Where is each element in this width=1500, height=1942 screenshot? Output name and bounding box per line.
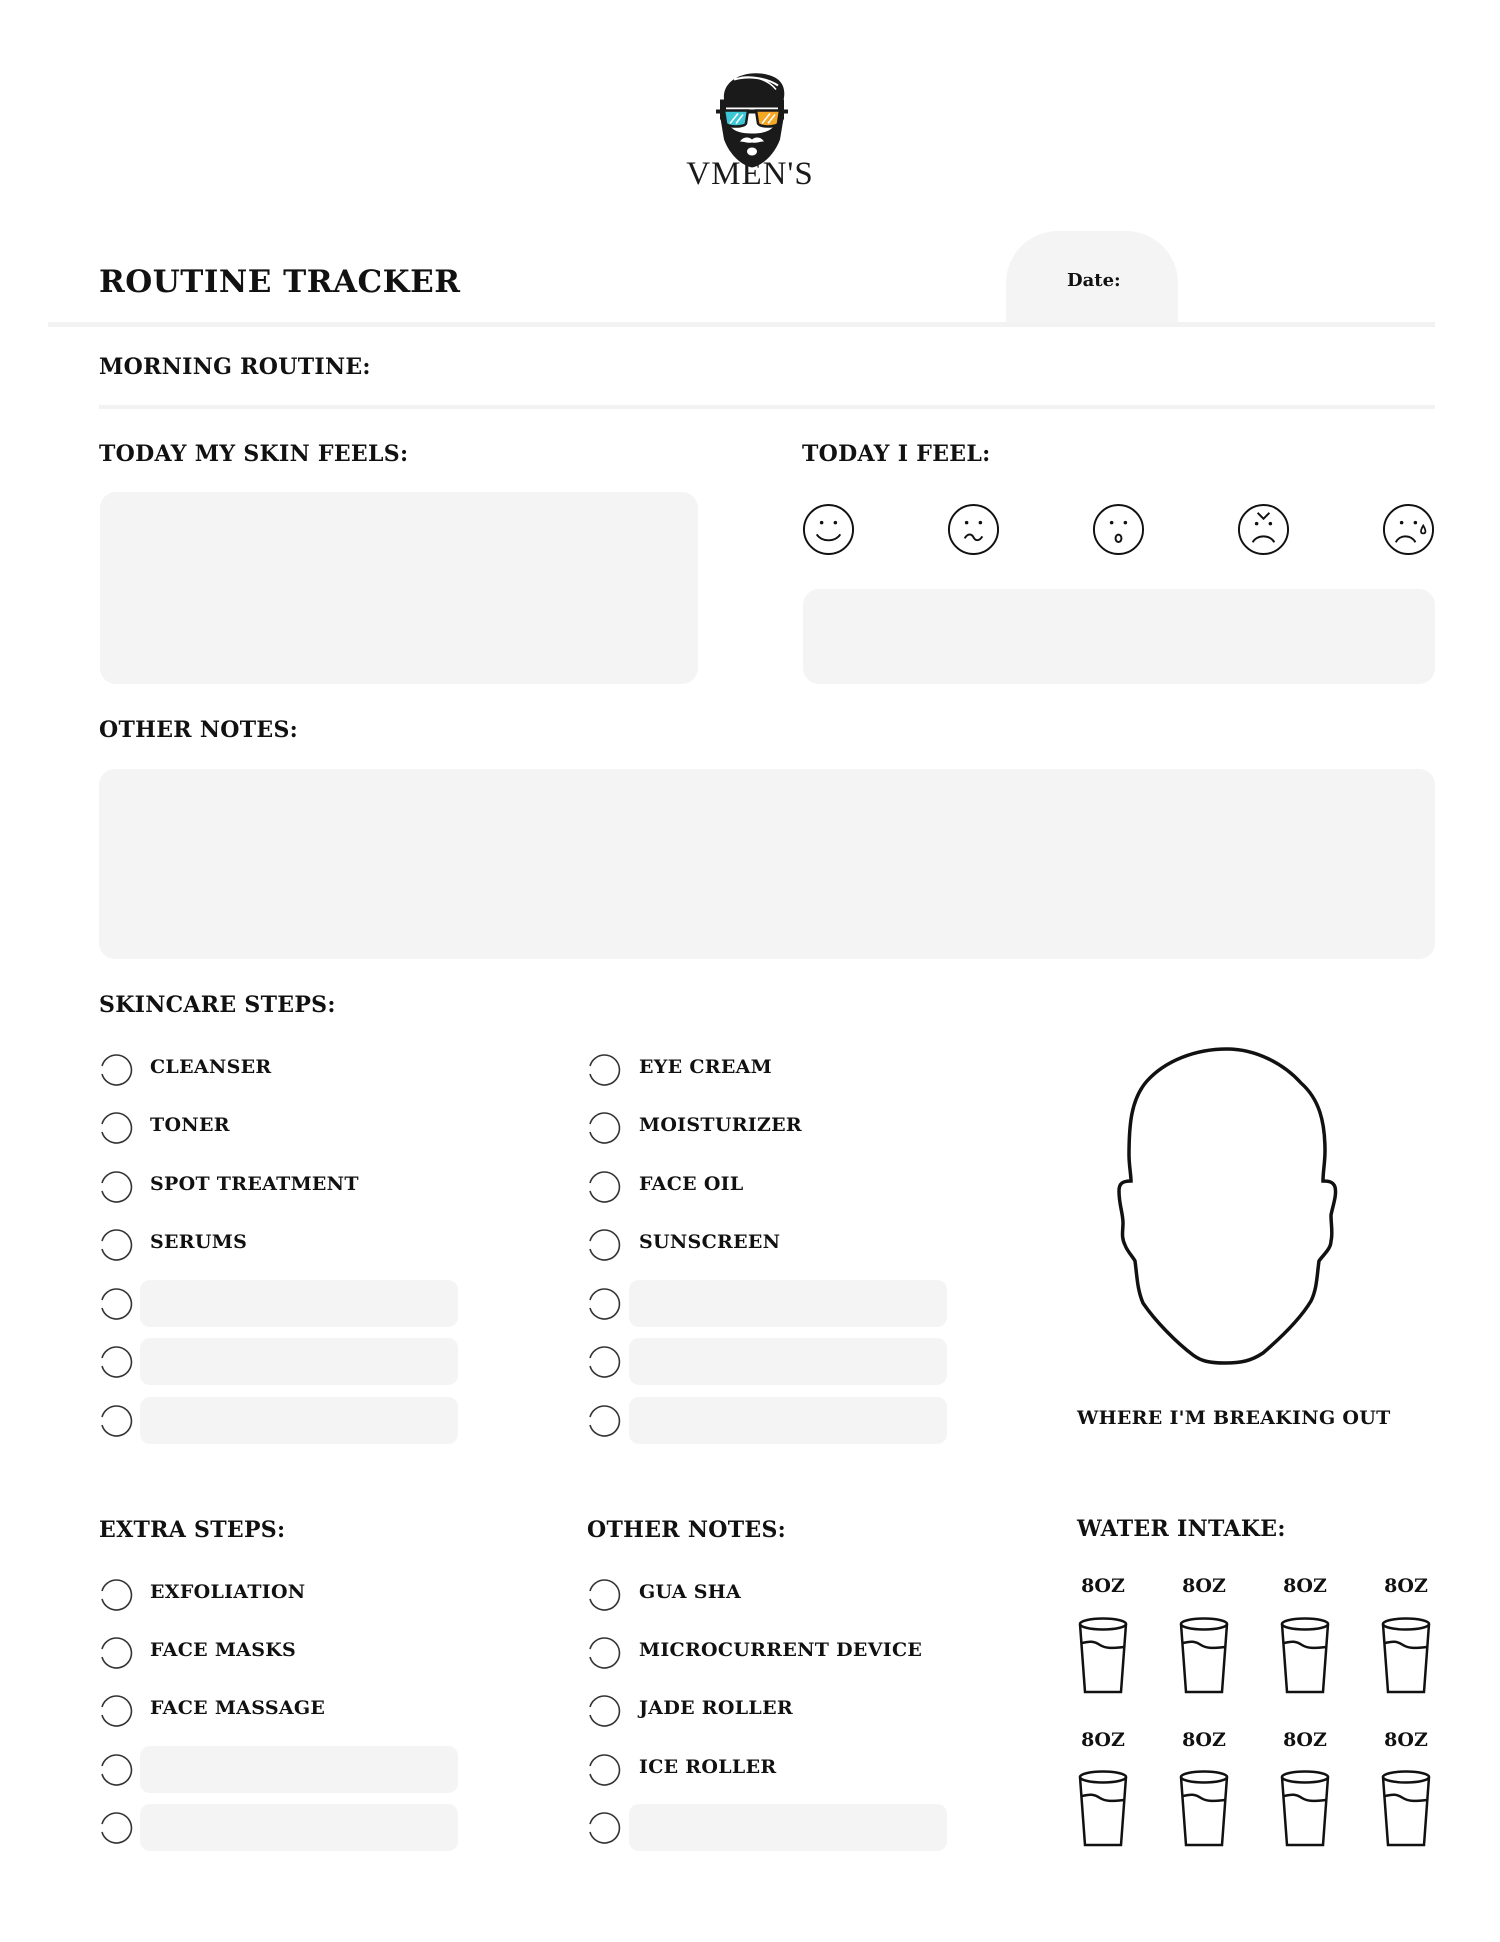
extra-steps-heading: EXTRA STEPS: [99,1517,286,1543]
checkbox-custom-step[interactable] [99,1287,133,1321]
tool-label: JADE ROLLER [639,1697,793,1719]
morning-routine-heading: MORNING ROUTINE: [99,354,371,380]
skin-feels-field[interactable] [100,492,698,684]
date-label: Date: [1067,270,1121,291]
glass-size-label: 8OZ [1182,1729,1226,1751]
skincare-step-label: TONER [150,1114,230,1136]
checkbox-jade-roller[interactable] [587,1694,621,1728]
skincare-step-label: SUNSCREEN [639,1231,781,1253]
skincare-step-label: SERUMS [150,1231,248,1253]
custom-tool-field[interactable] [629,1804,947,1851]
custom-step-field[interactable] [140,1280,458,1327]
checkbox-custom-step[interactable] [99,1345,133,1379]
checkbox-microcurrent-device[interactable] [587,1636,621,1670]
checkbox-moisturizer[interactable] [587,1111,621,1145]
happy-face-icon[interactable] [802,503,855,556]
custom-step-field[interactable] [140,1397,458,1444]
extra-step-label: FACE MASSAGE [150,1697,326,1719]
tool-label: ICE ROLLER [639,1756,777,1778]
checkbox-custom-tool[interactable] [587,1811,621,1845]
water-glass-icon[interactable] [1280,1770,1330,1848]
checkbox-custom-extra[interactable] [99,1811,133,1845]
water-glass-icon[interactable] [1381,1617,1431,1695]
tools-heading: OTHER NOTES: [587,1517,787,1543]
other-notes-heading: OTHER NOTES: [99,717,299,743]
glass-size-label: 8OZ [1283,1575,1327,1597]
water-glass-icon[interactable] [1280,1617,1330,1695]
glass-size-label: 8OZ [1182,1575,1226,1597]
checkbox-exfoliation[interactable] [99,1578,133,1612]
glass-size-label: 8OZ [1081,1575,1125,1597]
skincare-steps-heading: SKINCARE STEPS: [99,992,336,1018]
checkbox-spot-treatment[interactable] [99,1170,133,1204]
checkbox-gua-sha[interactable] [587,1578,621,1612]
checkbox-custom-extra[interactable] [99,1753,133,1787]
mood-notes-field[interactable] [803,589,1435,684]
custom-extra-field[interactable] [140,1804,458,1851]
custom-step-field[interactable] [140,1338,458,1385]
angry-face-icon[interactable] [1237,503,1290,556]
mood-heading: TODAY I FEEL: [802,441,991,467]
custom-step-field[interactable] [629,1280,947,1327]
water-glass-icon[interactable] [1078,1770,1128,1848]
custom-extra-field[interactable] [140,1746,458,1793]
water-intake-heading: WATER INTAKE: [1077,1516,1286,1542]
checkbox-serums[interactable] [99,1228,133,1262]
checkbox-custom-step[interactable] [587,1287,621,1321]
skin-feels-heading: TODAY MY SKIN FEELS: [99,441,409,467]
water-glass-icon[interactable] [1179,1770,1229,1848]
page-title: ROUTINE TRACKER [99,264,461,300]
glass-size-label: 8OZ [1384,1575,1428,1597]
skincare-step-label: CLEANSER [150,1056,272,1078]
glass-size-label: 8OZ [1283,1729,1327,1751]
custom-step-field[interactable] [629,1397,947,1444]
queasy-face-icon[interactable] [947,503,1000,556]
checkbox-cleanser[interactable] [99,1053,133,1087]
checkbox-face-oil[interactable] [587,1170,621,1204]
other-notes-field[interactable] [99,769,1435,959]
checkbox-custom-step[interactable] [587,1345,621,1379]
skincare-step-label: MOISTURIZER [639,1114,803,1136]
surprised-face-icon[interactable] [1092,503,1145,556]
checkbox-toner[interactable] [99,1111,133,1145]
face-outline-icon[interactable] [1105,1045,1350,1367]
checkbox-custom-step[interactable] [587,1404,621,1438]
brand-name: VMEN'S [686,156,814,192]
header-divider [48,322,1435,327]
glass-size-label: 8OZ [1384,1729,1428,1751]
water-glass-icon[interactable] [1179,1617,1229,1695]
breakout-caption: WHERE I'M BREAKING OUT [1077,1407,1391,1429]
checkbox-eye-cream[interactable] [587,1053,621,1087]
skincare-step-label: EYE CREAM [639,1056,773,1078]
extra-step-label: FACE MASKS [150,1639,297,1661]
extra-step-label: EXFOLIATION [150,1581,306,1603]
section-divider [99,405,1435,409]
crying-face-icon[interactable] [1382,503,1435,556]
custom-step-field[interactable] [629,1338,947,1385]
checkbox-face-massage[interactable] [99,1694,133,1728]
tool-label: MICROCURRENT DEVICE [639,1639,923,1661]
glass-size-label: 8OZ [1081,1729,1125,1751]
skincare-step-label: SPOT TREATMENT [150,1173,359,1195]
water-glass-icon[interactable] [1078,1617,1128,1695]
water-glass-icon[interactable] [1381,1770,1431,1848]
checkbox-custom-step[interactable] [99,1404,133,1438]
tool-label: GUA SHA [639,1581,742,1603]
checkbox-ice-roller[interactable] [587,1753,621,1787]
checkbox-sunscreen[interactable] [587,1228,621,1262]
checkbox-face-masks[interactable] [99,1636,133,1670]
skincare-step-label: FACE OIL [639,1173,744,1195]
